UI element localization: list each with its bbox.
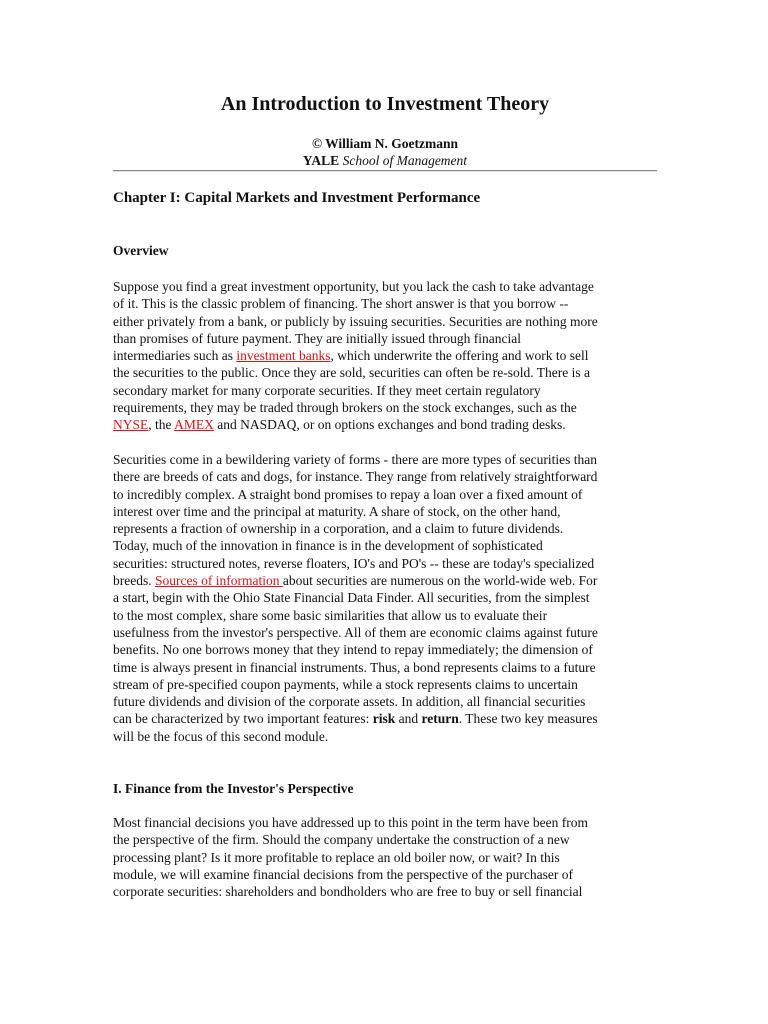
overview-heading: Overview xyxy=(113,243,169,258)
text-line: future dividends and division of the corporate assets. In addition, all financial securities xyxy=(113,694,586,710)
text-line: interest over time and the principal at maturity. A share of stock, on the other hand, xyxy=(113,503,561,519)
text-line: Most financial decisions you have addressed up to this point in the term have been from xyxy=(113,815,589,830)
return-term: return xyxy=(421,711,459,727)
text-line: usefulness from the investor's perspective. All of them are economic claims against future xyxy=(113,624,598,640)
paragraph-investor-perspective xyxy=(113,814,588,900)
text-fragment: , which underwrite the offering and work to sell xyxy=(330,348,589,364)
affiliation-line xyxy=(113,152,657,169)
text-line: Securities come in a bewildering variety of forms - there are more types of securities than xyxy=(113,452,597,467)
text-line xyxy=(113,710,598,727)
nyse-link[interactable]: NYSE xyxy=(113,417,149,433)
text-line: Suppose you find a great investment opportunity, but you lack the cash to take advantage xyxy=(113,279,594,294)
text-fragment: about securities are numerous on the world-wide web. For xyxy=(282,573,598,589)
document-title: An Introduction to Investment Theory xyxy=(220,93,550,115)
horizontal-rule xyxy=(113,170,657,172)
sources-of-information-link[interactable]: Sources of information xyxy=(154,573,283,589)
investment-banks-link[interactable]: investment banks xyxy=(236,348,331,364)
text-line xyxy=(113,347,598,364)
text-line: of it. This is the classic problem of financing. The short answer is that you borrow -- xyxy=(113,296,569,312)
paragraph-securities xyxy=(113,451,598,745)
amex-link[interactable]: AMEX xyxy=(174,417,214,433)
institution-name: YALE xyxy=(302,153,340,168)
text-line: the perspective of the firm. Should the company undertake the construction of a new xyxy=(113,832,570,848)
text-line: will be the focus of this second module. xyxy=(113,728,329,744)
text-fragment: and NASDAQ, or on options exchanges and bond trading desks. xyxy=(213,417,566,433)
text-line xyxy=(113,416,598,433)
text-line: corporate securities: shareholders and bondholders who are free to buy or sell financial xyxy=(113,884,583,900)
text-fragment: , the xyxy=(148,417,175,433)
text-fragment: can be characterized by two important features: xyxy=(113,711,373,727)
school-name: School of Management xyxy=(342,153,468,168)
text-line: module, we will examine financial decisions from the perspective of the purchaser of xyxy=(113,866,573,882)
text-line: time is always present in financial instruments. Thus, a bond represents claims to a future xyxy=(113,659,596,675)
text-line: to incredibly complex. A straight bond promises to repay a loan over a fixed amount of xyxy=(113,486,583,502)
text-line: either privately from a bank, or publicly by issuing securities. Securities are nothing more xyxy=(113,313,598,329)
text-line: a start, begin with the Ohio State Financial Data Finder. All securities, from the simplest xyxy=(113,590,590,606)
text-fragment: . These two key measures xyxy=(458,711,598,727)
text-line: benefits. No one borrows money that they intend to repay immediately; the dimension of xyxy=(113,642,593,658)
text-line: stream of pre-specified coupon payments, while a stock represents claims to uncertain xyxy=(113,676,578,692)
text-line: Today, much of the innovation in finance is in the development of sophisticated xyxy=(113,538,543,554)
text-line xyxy=(113,572,598,589)
text-line: requirements, they may be traded through brokers on the stock exchanges, such as the xyxy=(113,400,577,416)
text-fragment: breeds. xyxy=(113,573,155,589)
text-line: than promises of future payment. They are initially issued through financial xyxy=(113,330,522,346)
text-line: securities: structured notes, reverse floaters, IO's and PO's -- these are today's specialized xyxy=(113,555,595,571)
risk-term: risk xyxy=(372,711,396,727)
paragraph-financing xyxy=(113,278,598,434)
chapter-heading: Chapter I: Capital Markets and Investment Performance xyxy=(113,190,481,206)
section-heading: I. Finance from the Investor's Perspective xyxy=(113,781,354,796)
text-line: represents a fraction of ownership in a corporation, and a claim to future dividends. xyxy=(113,521,564,537)
text-line: the securities to the public. Once they are sold, securities can often be re-sold. There is a xyxy=(113,365,590,381)
text-line: processing plant? Is it more profitable to replace an old boiler now, or wait? In this xyxy=(113,849,560,865)
text-line: there are breeds of cats and dogs, for instance. They range from relatively straightforward xyxy=(113,469,598,485)
text-fragment: and xyxy=(395,711,422,727)
text-line: to the most complex, share some basic similarities that allow us to evaluate their xyxy=(113,607,548,623)
text-line: secondary market for many corporate securities. If they meet certain regulatory xyxy=(113,382,541,398)
author-line: © William N. Goetzmann xyxy=(311,136,459,151)
text-fragment: intermediaries such as xyxy=(113,348,237,364)
